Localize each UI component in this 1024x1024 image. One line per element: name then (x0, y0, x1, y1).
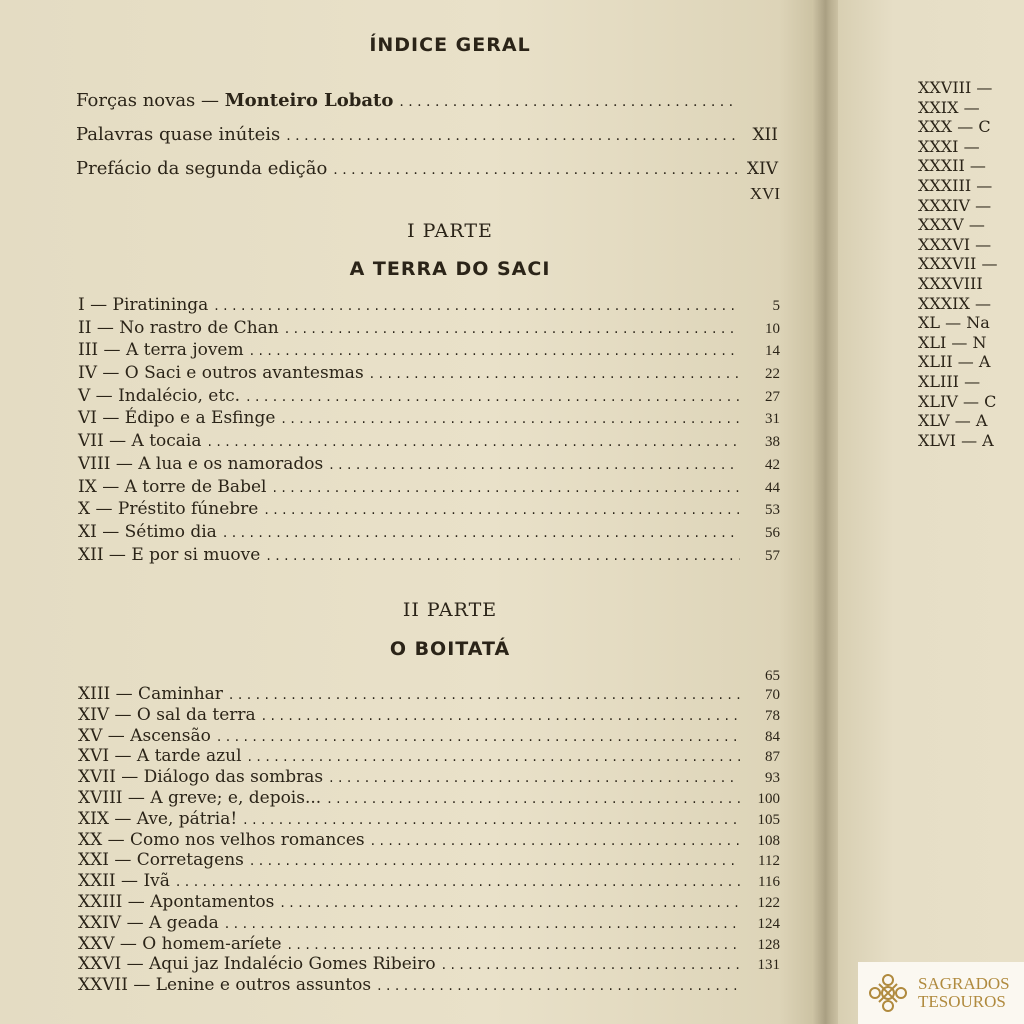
chapter-title: XII — E por si muove (78, 544, 261, 565)
right-page-entry: XXXVI — (918, 234, 992, 254)
chapter-entry (78, 767, 780, 788)
watermark-line2: TESOUROS (918, 992, 1006, 1011)
leader-dots (333, 162, 738, 178)
watermark-line1: SAGRADOS (918, 974, 1010, 993)
leader-dots (264, 499, 740, 522)
chapter-title: XXI — Corretagens (78, 850, 244, 871)
page-number: 44 (765, 479, 780, 496)
front-entry-label: Prefácio da segunda edição (76, 158, 328, 179)
leader-dots (272, 477, 740, 500)
chapter-title: XI — Sétimo dia (78, 521, 217, 542)
right-page-entry: XXXIX — (918, 293, 991, 313)
right-page-entry: XLVI — A (918, 430, 994, 450)
leader-dots (250, 340, 740, 363)
right-page-entry: XLV — A (918, 411, 988, 431)
page-number: 14 (765, 343, 780, 360)
chapter-title: XV — Ascensão (78, 725, 211, 746)
page-number: 57 (765, 547, 780, 564)
leader-dots (399, 94, 738, 110)
page-number: 27 (765, 388, 780, 405)
leader-dots (442, 955, 740, 976)
chapter-entry (78, 317, 780, 340)
right-page-entry: XXXIV — (918, 195, 992, 215)
part2-title: O BOITATÁ (389, 638, 511, 660)
chapter-title: XIII — Caminhar (78, 684, 223, 704)
right-page-entry: XXIX — (918, 97, 980, 117)
leader-dots (285, 318, 740, 341)
page-number: 22 (765, 366, 780, 383)
chapter-title: XXVI — Aqui jaz Indalécio Gomes Ribeiro (78, 954, 436, 975)
chapter-entry (78, 788, 780, 809)
page-number: 128 (757, 936, 780, 953)
chapter-entry (78, 871, 780, 892)
page-number: 122 (757, 894, 780, 911)
part1-chapter-list (78, 294, 780, 566)
chapter-title: I — Piratininga (78, 295, 209, 315)
chapter-title: XXVII — Lenine e outros assuntos (78, 975, 372, 996)
leader-dots (371, 831, 740, 852)
leader-dots (280, 893, 740, 914)
page-number: 5 (772, 298, 780, 314)
front-entry-palavras (76, 124, 778, 145)
part2-label: II PARTE (402, 599, 498, 621)
chapter-entry (78, 407, 780, 430)
leader-dots (243, 810, 740, 831)
leader-dots (250, 851, 740, 872)
chapter-title: IV — O Saci e outros avantesmas (78, 363, 364, 384)
right-page-entry: XXXII — (918, 156, 986, 176)
page-number: XVI (749, 184, 780, 203)
chapter-entry (78, 830, 780, 851)
chapter-entry (78, 521, 780, 544)
chapter-title: XXV — O homem-aríete (78, 933, 282, 954)
right-page-entry: XLIII — (918, 371, 981, 391)
chapter-title: XX — Como nos velhos romances (78, 829, 365, 850)
page-number: 10 (765, 320, 780, 337)
part1-label: I PARTE (407, 220, 493, 242)
leader-dots (370, 363, 740, 386)
chapter-title: VII — A tocaia (78, 431, 202, 452)
right-page-entry: XLI — N (918, 332, 987, 352)
chapter-entry (78, 913, 780, 934)
chapter-entry (78, 975, 780, 996)
right-page-entry: XXXVII — (918, 254, 998, 274)
chapter-entry (78, 726, 780, 747)
page-number: 87 (765, 749, 780, 766)
right-page-entry: XXXVIII (918, 273, 983, 293)
chapter-title: XXIII — Apontamentos (78, 891, 275, 912)
page-number: 56 (765, 524, 780, 541)
front-entry-label: Forças novas — Monteiro Lobato (76, 90, 394, 111)
page-number: 84 (765, 728, 780, 745)
page-number: 70 (765, 687, 780, 703)
chapter-entry (78, 453, 780, 476)
chapter-title: III — A terra jovem (78, 340, 244, 361)
leader-dots (262, 706, 740, 727)
right-page-entry: XXVIII — (918, 78, 993, 97)
leader-dots (286, 128, 738, 144)
chapter-entry (78, 892, 780, 913)
leader-dots (246, 386, 740, 409)
leader-dots (377, 976, 740, 997)
leader-dots (327, 789, 740, 810)
chapter-title: XIX — Ave, pátria! (78, 808, 238, 829)
chapter-title: VIII — A lua e os namorados (78, 453, 324, 474)
part2-chapter-list (78, 684, 780, 996)
chapter-entry (78, 362, 780, 385)
watermark-logo (858, 962, 1024, 1024)
right-page-entry: XXXIII — (918, 175, 993, 195)
watermark-text (918, 975, 1010, 1011)
chapter-title: XXII — Ivã (78, 871, 170, 892)
leader-dots (223, 522, 740, 545)
page-number: 112 (758, 853, 780, 870)
leader-dots (248, 747, 740, 768)
page-number: XIV (746, 159, 778, 179)
index-title: ÍNDICE GERAL (369, 34, 531, 56)
chapter-title: IX — A torre de Babel (78, 476, 267, 497)
chapter-title: XXIV — A geada (78, 912, 219, 933)
chapter-entry (78, 746, 780, 767)
chapter-entry (78, 339, 780, 362)
chapter-entry (78, 809, 780, 830)
chapter-title: II — No rastro de Chan (78, 317, 279, 338)
chapter-title: V — Indalécio, etc. (78, 385, 241, 406)
chapter-title: XVII — Diálogo das sombras (78, 767, 324, 788)
page-number: 116 (758, 874, 780, 891)
leader-dots (229, 685, 740, 706)
right-page-entry: XXXV — (918, 215, 985, 235)
part1-title: A TERRA DO SACI (349, 258, 551, 280)
leader-dots (329, 768, 740, 789)
chapter-entry (78, 430, 780, 453)
page-number: 108 (757, 832, 780, 849)
right-page-chapter-list (918, 78, 997, 450)
leader-dots (208, 431, 741, 454)
leader-dots (281, 408, 740, 431)
page-number: 42 (765, 456, 780, 473)
leader-dots (288, 935, 740, 956)
right-page-entry: XLII — A (918, 352, 991, 372)
chapter-entry (78, 705, 780, 726)
front-entry-prefacio (76, 158, 778, 179)
page-number: 65 (765, 668, 780, 684)
right-page-entry: XXX — C (918, 117, 991, 137)
chapter-title: X — Préstito fúnebre (78, 499, 259, 520)
page-number: XII (752, 125, 778, 145)
chapter-entry (78, 498, 780, 521)
right-page-entry: XL — Na (918, 313, 990, 333)
right-page-entry: XXXI — (918, 136, 980, 156)
chapter-entry (78, 850, 780, 871)
ornament-icon (866, 971, 910, 1015)
chapter-entry (78, 934, 780, 955)
chapter-entry (78, 385, 780, 408)
chapter-title: XIV — O sal da terra (78, 704, 256, 725)
chapter-entry (78, 476, 780, 499)
page-number: 93 (765, 770, 780, 787)
leader-dots (176, 872, 740, 893)
chapter-entry (78, 544, 780, 567)
leader-dots (214, 295, 740, 318)
page-number: 100 (757, 790, 780, 807)
chapter-entry (78, 294, 780, 317)
chapter-entry (78, 684, 780, 705)
chapter-title: XVI — A tarde azul (78, 746, 242, 767)
leader-dots (266, 545, 740, 568)
front-entry-label: Palavras quase inúteis (76, 124, 281, 145)
page-number: 105 (757, 811, 780, 828)
leader-dots (225, 914, 740, 935)
chapter-title: VI — Édipo e a Esfinge (78, 408, 276, 429)
page-number: 53 (765, 502, 780, 519)
chapter-entry (78, 954, 780, 975)
leader-dots (217, 727, 740, 748)
page-number: 78 (765, 707, 780, 724)
page-number: 124 (757, 915, 780, 932)
page-number: 38 (765, 434, 780, 451)
front-entry-forcas-novas (76, 90, 778, 111)
leader-dots (329, 454, 740, 477)
page-number: 31 (765, 411, 780, 428)
page-number: 131 (757, 957, 780, 974)
chapter-title: XVIII — A greve; e, depois... (78, 787, 322, 808)
right-page-entry: XLIV — C (918, 391, 997, 411)
